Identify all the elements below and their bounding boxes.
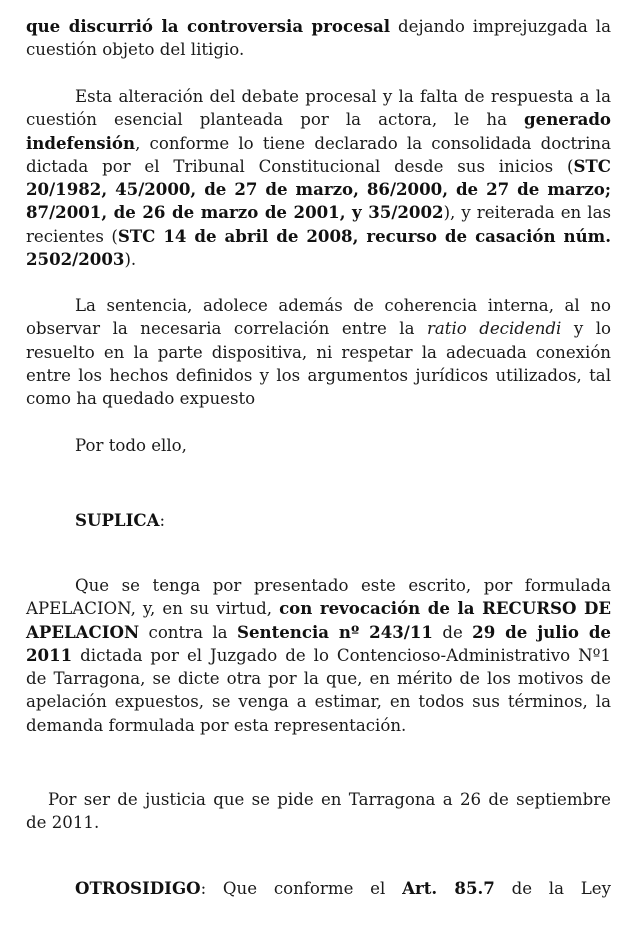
body-text: Que se tenga por presentado este escrito, por formulada APELACION, y, en su virtud,: [26, 576, 611, 619]
suplica-heading: [26, 509, 611, 532]
body-text: contra la: [139, 622, 237, 642]
bold-text: OTROSIDIGO: [75, 878, 201, 898]
bold-text: generado indefensión: [26, 109, 611, 153]
case-citation: STC 14 de abril de 2008, recurso de casación núm. 2502/2003: [26, 225, 611, 270]
paragraph-por-todo: [26, 434, 611, 457]
bold-heading: SUPLICA: [75, 510, 160, 530]
paragraph-indefension: [26, 85, 611, 271]
body-text: ).: [124, 250, 137, 270]
body-text: : Que conforme el: [200, 879, 403, 898]
bold-text: Art. 85.7: [402, 878, 495, 898]
paragraph-continuation: [26, 15, 611, 62]
paragraph-otrosidigo: [26, 877, 611, 900]
body-text: dejando imprejuzgada la cuestión objeto del litigio.: [26, 17, 612, 60]
body-text: :: [159, 511, 166, 530]
body-text: ), y reiterada en las recientes (: [26, 203, 611, 246]
body-text: La sentencia, adolece además de coherencia interna, al no observar la necesaria correlación entre la: [26, 296, 611, 339]
body-text: , conforme lo tiene declarado la consolidada doctrina dictada por el Tribunal Constitucional desde sus inicios (: [26, 133, 611, 176]
bold-text: con revocación de la RECURSO DE APELACION: [26, 598, 611, 642]
body-text: dictada por el Juzgado de lo Contencioso-Administrativo Nº1 de Tarragona, se dicte otra por la que, en mérito de los motivos de apelación expuestos, se venga a estimar, en todos sus términos, la demanda formulada por esta representación.: [26, 645, 611, 735]
body-text: y lo resuelto en la parte dispositiva, ni respetar la adecuada conexión entre los hechos definidos y los argumentos jurídicos utilizados, tal como ha quedado expuesto: [26, 319, 611, 409]
bold-date: 29 de julio de 2011: [26, 621, 611, 665]
case-citations: STC 20/1982, 45/2000, de 27 de marzo, 86/2000, de 27 de marzo; 87/2001, de 26 de marzo de 2001, y 35/2002: [26, 155, 611, 223]
paragraph-suplica: [26, 574, 611, 737]
paragraph-coherencia: [26, 294, 611, 410]
body-text: de la Ley: [494, 879, 611, 898]
body-text: Por ser de justicia que se pide en Tarragona a 26 de septiembre de 2011.: [26, 790, 611, 833]
body-text: de: [432, 622, 473, 642]
bold-text: Sentencia nº 243/11: [236, 621, 433, 642]
paragraph-justicia: [26, 788, 611, 835]
bold-text: que discurrió la controversia procesal: [26, 16, 391, 36]
body-text: Esta alteración del debate procesal y la falta de respuesta a la cuestión esencial planteada por la actora, le ha: [26, 87, 611, 130]
italic-text: ratio decidendi: [426, 319, 562, 339]
body-text: Por todo ello,: [75, 436, 187, 455]
